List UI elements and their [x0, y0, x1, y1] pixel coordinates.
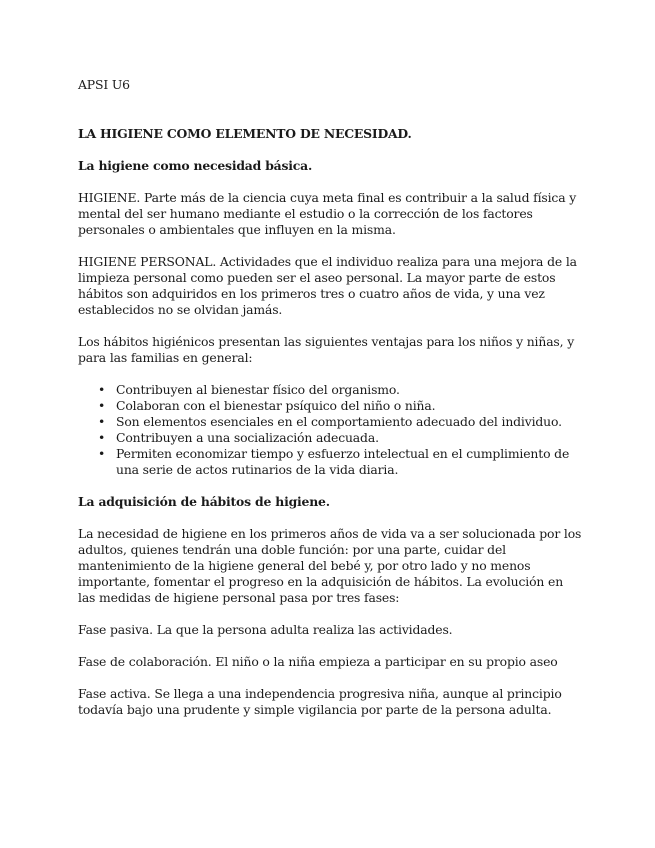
bullet-icon: • [98, 430, 106, 445]
section-heading-adquisicion: La adquisición de hábitos de higiene. [78, 494, 330, 509]
list-item [78, 446, 583, 478]
list-item [78, 414, 583, 430]
paragraph-fase-activa: Fase activa. Se llega a una independencia progresiva niña, aunque al principio todavía bajo una prudente y simple vigilancia por parte de la persona adulta. [78, 686, 562, 717]
section-heading-necesidad-basica: La higiene como necesidad básica. [78, 158, 313, 173]
bullet-icon: • [98, 382, 106, 397]
list-item-text: Contribuyen al bienestar físico del organismo. [116, 382, 400, 397]
list-item-text: Son elementos esenciales en el comportamiento adecuado del individuo. [116, 414, 562, 429]
list-item [78, 398, 583, 414]
ventajas-list [78, 382, 583, 478]
list-item-text: Permiten economizar tiempo y esfuerzo intelectual en el cumplimiento de una serie de actos rutinarios de la vida diaria. [116, 446, 570, 477]
list-item-text: Contribuyen a una socialización adecuada. [116, 430, 379, 445]
document-title: LA HIGIENE COMO ELEMENTO DE NECESIDAD. [78, 126, 412, 141]
paragraph-adquisicion: La necesidad de higiene en los primeros años de vida va a ser solucionada por los adultos, quienes tendrán una doble función: por una parte, cuidar del mantenimiento de la higiene general del bebé y, por otro lado y no menos importante, fomentar el progreso en la adquisición de hábitos. La evolución en las medidas de higiene personal pasa por tres fases: [78, 526, 582, 605]
list-item [78, 382, 583, 398]
bullet-icon: • [98, 446, 106, 461]
document-page [78, 77, 583, 718]
paragraph-higiene: HIGIENE. Parte más de la ciencia cuya meta final es contribuir a la salud física y mental del ser humano mediante el estudio o la corrección de los factores personales o ambientales que influyen en la misma. [78, 190, 577, 237]
list-item-text: Colaboran con el bienestar psíquico del niño o niña. [116, 398, 436, 413]
bullet-icon: • [98, 398, 106, 413]
paragraph-ventajas: Los hábitos higiénicos presentan las siguientes ventajas para los niños y niñas, y para las familias en general: [78, 334, 575, 365]
paragraph-fase-colaboracion: Fase de colaboración. El niño o la niña empieza a participar en su propio aseo [78, 654, 558, 669]
list-item [78, 430, 583, 446]
document-header: APSI U6 [78, 77, 130, 92]
bullet-icon: • [98, 414, 106, 429]
paragraph-fase-pasiva: Fase pasiva. La que la persona adulta realiza las actividades. [78, 622, 453, 637]
paragraph-higiene-personal: HIGIENE PERSONAL. Actividades que el individuo realiza para una mejora de la limpieza personal como pueden ser el aseo personal. La mayor parte de estos hábitos son adquiridos en los primeros tres o cuatro años de vida, y una vez establecidos no se olvidan jamás. [78, 254, 577, 317]
